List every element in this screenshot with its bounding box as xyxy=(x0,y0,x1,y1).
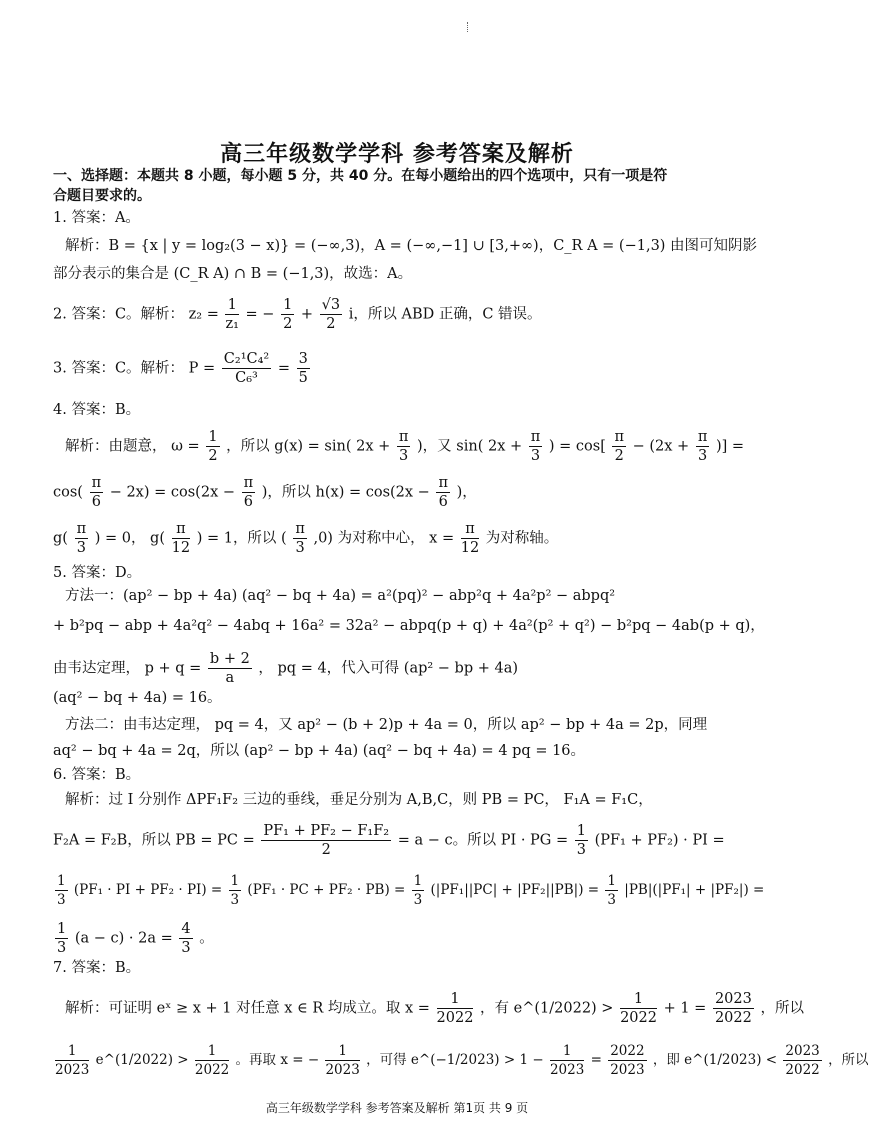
section-heading-line1: 一、选择题：本题共 8 小题，每小题 5 分，共 40 分。在每小题给出的四个选项中，只有一项是符 xyxy=(53,168,668,184)
page-title: 高三年级数学学科 参考答案及解析 xyxy=(220,142,574,167)
q6-line1: 解析：过 I 分别作 ΔPF₁F₂ 三边的垂线，垂足分别为 A,B,C，则 PB = PC， F₁A = F₁C， xyxy=(65,792,653,808)
q5-method2-line2: aq² − bq + 4a = 2q，所以 (ap² − bp + 4a) (aq² − bq + 4a) = 4 pq = 16。 xyxy=(53,743,586,759)
q5-method1-line4: (aq² − bq + 4a) = 16。 xyxy=(53,690,222,706)
section-heading-line2: 合题目要求的。 xyxy=(53,188,151,204)
q4-answer: 4. 答案：B。 xyxy=(53,402,141,418)
q5-method2-line1: 方法二：由韦达定理， pq = 4，又 ap² − (b + 2)p + 4a = 0，所以 ap² − bp + 4a = 2p，同理 xyxy=(65,717,708,733)
q2-prefix: 2. 答案：C。解析： z₂ = xyxy=(53,306,219,323)
q3-line: 3. 答案：C。解析： P = $\frac{\text{C₂¹C₄²}}{\text{C₆³}}$ = $\frac{3}{5}$ xyxy=(53,351,308,386)
q6-line2: F₂A = F₂B，所以 PB = PC = $\frac{\text{PF₁ + PF₂ − F₁F₂}}{2}$ = a − c。所以 PI · PG = $\frac{1}{3}$ (PF₁ + PF₂) · PI = xyxy=(53,823,725,858)
page-footer: 高三年级数学学科 参考答案及解析 第1页 共 9 页 xyxy=(265,1101,529,1115)
q5-method1-line1: 方法一：(ap² − bp + 4a) (aq² − bq + 4a) = a²(pq)² − abp²q + 4a²p² − abpq² xyxy=(65,588,616,604)
q1-explanation-line1: 解析：B = {x | y = log₂(3 − x)} = (−∞,3)，A = (−∞,−1] ∪ [3,+∞)，C_R A = (−1,3) 由图可知阴影 xyxy=(65,238,758,254)
q6-line4: $\frac{1}{3}$ (a − c) · 2a = $\frac{4}{3}$ 。 xyxy=(57,921,214,956)
q7-line2: $\frac{1}{2023}$ e^(1/2022) > $\frac{1}{2022}$ 。再取 x = − $\frac{1}{2023}$ ，可得 e^(−1/2023) > 1 − $\frac{1}{2023}$ = $\frac{2022}{2023}$ ，即 e^(1/2023) < $\frac{2023}{2022}$ ，所以 xyxy=(55,1043,869,1078)
q4-line2: cos( $\frac{\pi}{6}$ − 2x) = cos(2x − $\frac{\pi}{6}$ )，所以 h(x) = cos(2x − $\frac{\pi}{6}$ )， xyxy=(53,475,477,510)
q3-frac1: $\frac{\text{C₂¹C₄²}}{\text{C₆³}}$ xyxy=(223,351,270,386)
q6-line3: $\frac{1}{3}$ (PF₁ · PI + PF₂ · PI) = $\frac{1}{3}$ (PF₁ · PC + PF₂ · PB) = $\frac{1}{3}$ (|PF₁||PC| + |PF₂||PB|) = $\frac{1}{3}$ |PB|(|PF₁| + |PF₂|) = xyxy=(57,873,765,908)
q1-answer: 1. 答案：A。 xyxy=(53,210,140,226)
q2-suffix: i，所以 ABD 正确，C 错误。 xyxy=(348,306,542,323)
q6-answer: 6. 答案：B。 xyxy=(53,767,141,783)
q3-frac2: $\frac{3}{5}$ xyxy=(298,351,308,386)
q2-mid: = − xyxy=(245,306,275,323)
q7-answer: 7. 答案：B。 xyxy=(53,960,141,976)
q2-frac1: $\frac{1}{\text{z₁}}$ xyxy=(225,297,239,332)
q2-line: 2. 答案：C。解析： z₂ = $\frac{1}{\text{z₁}}$ = − $\frac{1}{2}$ + $\frac{√3}{2}$ i，所以 ABD 正确，C 错误。 xyxy=(53,297,542,332)
q4-line3: g( $\frac{\pi}{3}$ ) = 0， g( $\frac{\pi}{12}$ ) = 1，所以 ( $\frac{\pi}{3}$ ,0) 为对称中心， x = $\frac{\pi}{12}$ 为对称轴。 xyxy=(53,521,559,556)
q2-frac3: $\frac{√3}{2}$ xyxy=(321,297,341,332)
q1-explanation-line2: 部分表示的集合是 (C_R A) ∩ B = (−1,3)，故选：A。 xyxy=(53,266,413,282)
q5-method1-line3: 由韦达定理， p + q = $\frac{b + 2}{a}$ ， pq = 4，代入可得 (ap² − bp + 4a) xyxy=(53,651,519,686)
q4-line1: 解析：由题意， ω = $\frac{1}{2}$ ，所以 g(x) = sin( 2x + $\frac{\pi}{3}$ )，又 sin( 2x + $\frac{\pi}{3}$ ) = cos[ $\frac{\pi}{2}$ − (2x + $\frac{\pi}{3}$ )] = xyxy=(65,429,745,464)
q2-frac2: $\frac{1}{2}$ xyxy=(283,297,293,332)
top-dot-mark xyxy=(467,22,470,32)
q7-line1: 解析：可证明 eˣ ≥ x + 1 对任意 x ∈ R 均成立。取 x = $\frac{1}{2022}$ ，有 e^(1/2022) > $\frac{1}{2022}$ + 1 = $\frac{2023}{2022}$ ，所以 xyxy=(65,991,804,1026)
q5-method1-line2: + b²pq − abp + 4a²q² − 4abq + 16a² = 32a² − abpq(p + q) + 4a²(p² + q²) − b²pq − 4ab(p + q)， xyxy=(53,618,765,634)
q5-answer: 5. 答案：D。 xyxy=(53,565,142,581)
